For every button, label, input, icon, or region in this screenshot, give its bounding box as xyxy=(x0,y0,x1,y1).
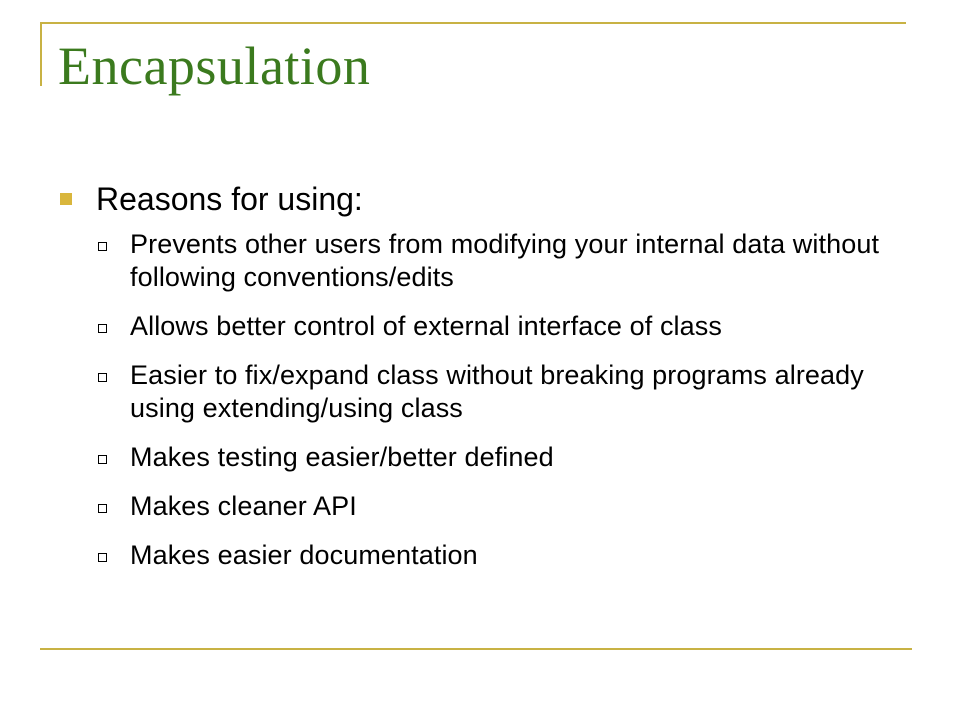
list-item-text: Makes testing easier/better defined xyxy=(130,442,554,472)
top-rule xyxy=(40,22,906,24)
list-item xyxy=(60,539,900,572)
slide-title: Encapsulation xyxy=(58,36,371,96)
hollow-square-bullet-icon xyxy=(98,553,107,562)
reasons-list xyxy=(60,228,900,572)
list-item xyxy=(60,359,900,425)
list-item-text: Prevents other users from modifying your internal data without following conventions/edits xyxy=(130,229,880,292)
hollow-square-bullet-icon xyxy=(98,373,107,382)
list-item xyxy=(60,228,900,294)
hollow-square-bullet-icon xyxy=(98,455,107,464)
filled-square-bullet-icon xyxy=(60,193,72,205)
list-item xyxy=(60,310,900,343)
list-item xyxy=(60,441,900,474)
list-item-text: Makes cleaner API xyxy=(130,491,357,521)
bottom-rule xyxy=(40,648,912,650)
main-bullet-text: Reasons for using: xyxy=(96,181,363,217)
main-bullet xyxy=(60,178,900,220)
hollow-square-bullet-icon xyxy=(98,504,107,513)
left-rule xyxy=(40,22,42,86)
list-item-text: Makes easier documentation xyxy=(130,540,478,570)
hollow-square-bullet-icon xyxy=(98,242,107,251)
hollow-square-bullet-icon xyxy=(98,324,107,333)
list-item-text: Allows better control of external interface of class xyxy=(130,311,722,341)
list-item xyxy=(60,490,900,523)
list-item-text: Easier to fix/expand class without breaking programs already using extending/using class xyxy=(130,360,864,423)
slide-body xyxy=(60,178,900,588)
